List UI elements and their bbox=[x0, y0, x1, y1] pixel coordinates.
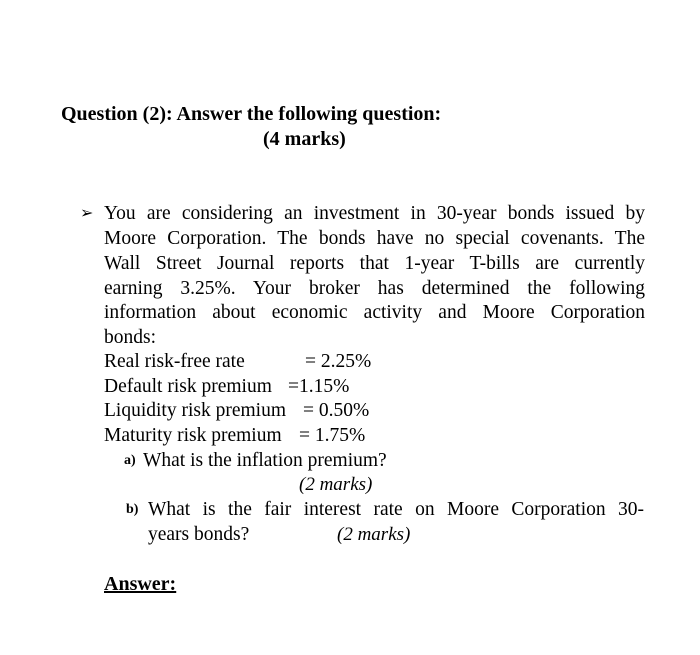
rate-label: Liquidity risk premium bbox=[104, 400, 286, 421]
paragraph-line: information about economic activity and Moore Corporation bbox=[104, 302, 645, 323]
rate-row-liquidity-risk bbox=[104, 400, 424, 422]
rate-row-maturity-risk bbox=[104, 425, 424, 447]
paragraph-line: bonds: bbox=[104, 327, 157, 348]
paragraph-line: You are considering an investment in 30-year bonds issued by bbox=[104, 203, 645, 224]
sub-question-a-marks: (2 marks) bbox=[299, 474, 373, 495]
rate-row-real-risk-free bbox=[104, 351, 424, 373]
rate-value: = 2.25% bbox=[305, 351, 372, 372]
paragraph-line: earning 3.25%. Your broker has determined the following bbox=[104, 278, 645, 299]
sub-question-b-marker: b) bbox=[126, 502, 139, 517]
rate-row-default-risk bbox=[104, 376, 424, 398]
rate-value: = 0.50% bbox=[303, 400, 370, 421]
question-title: Question (2): Answer the following question: bbox=[61, 103, 442, 125]
rate-label: Real risk-free rate bbox=[104, 351, 245, 372]
paragraph-line: Moore Corporation. The bonds have no special covenants. The bbox=[104, 228, 645, 249]
rate-label: Default risk premium bbox=[104, 376, 272, 397]
answer-label: Answer: bbox=[104, 573, 177, 595]
rate-label: Maturity risk premium bbox=[104, 425, 282, 446]
sub-question-b-marks: (2 marks) bbox=[337, 524, 411, 545]
sub-question-b-text-line1: What is the fair interest rate on Moore Corporation 30- bbox=[148, 499, 644, 520]
sub-question-b-text-line2: years bonds? bbox=[148, 524, 250, 545]
sub-question-a-text: What is the inflation premium? bbox=[143, 450, 387, 471]
rate-value: =1.15% bbox=[288, 376, 350, 397]
sub-question-a-marker: a) bbox=[124, 453, 136, 468]
paragraph-line: Wall Street Journal reports that 1-year T-bills are currently bbox=[104, 253, 645, 274]
question-marks: (4 marks) bbox=[263, 128, 346, 150]
rate-value: = 1.75% bbox=[299, 425, 366, 446]
arrowhead-bullet-icon: ➢ bbox=[80, 205, 94, 222]
